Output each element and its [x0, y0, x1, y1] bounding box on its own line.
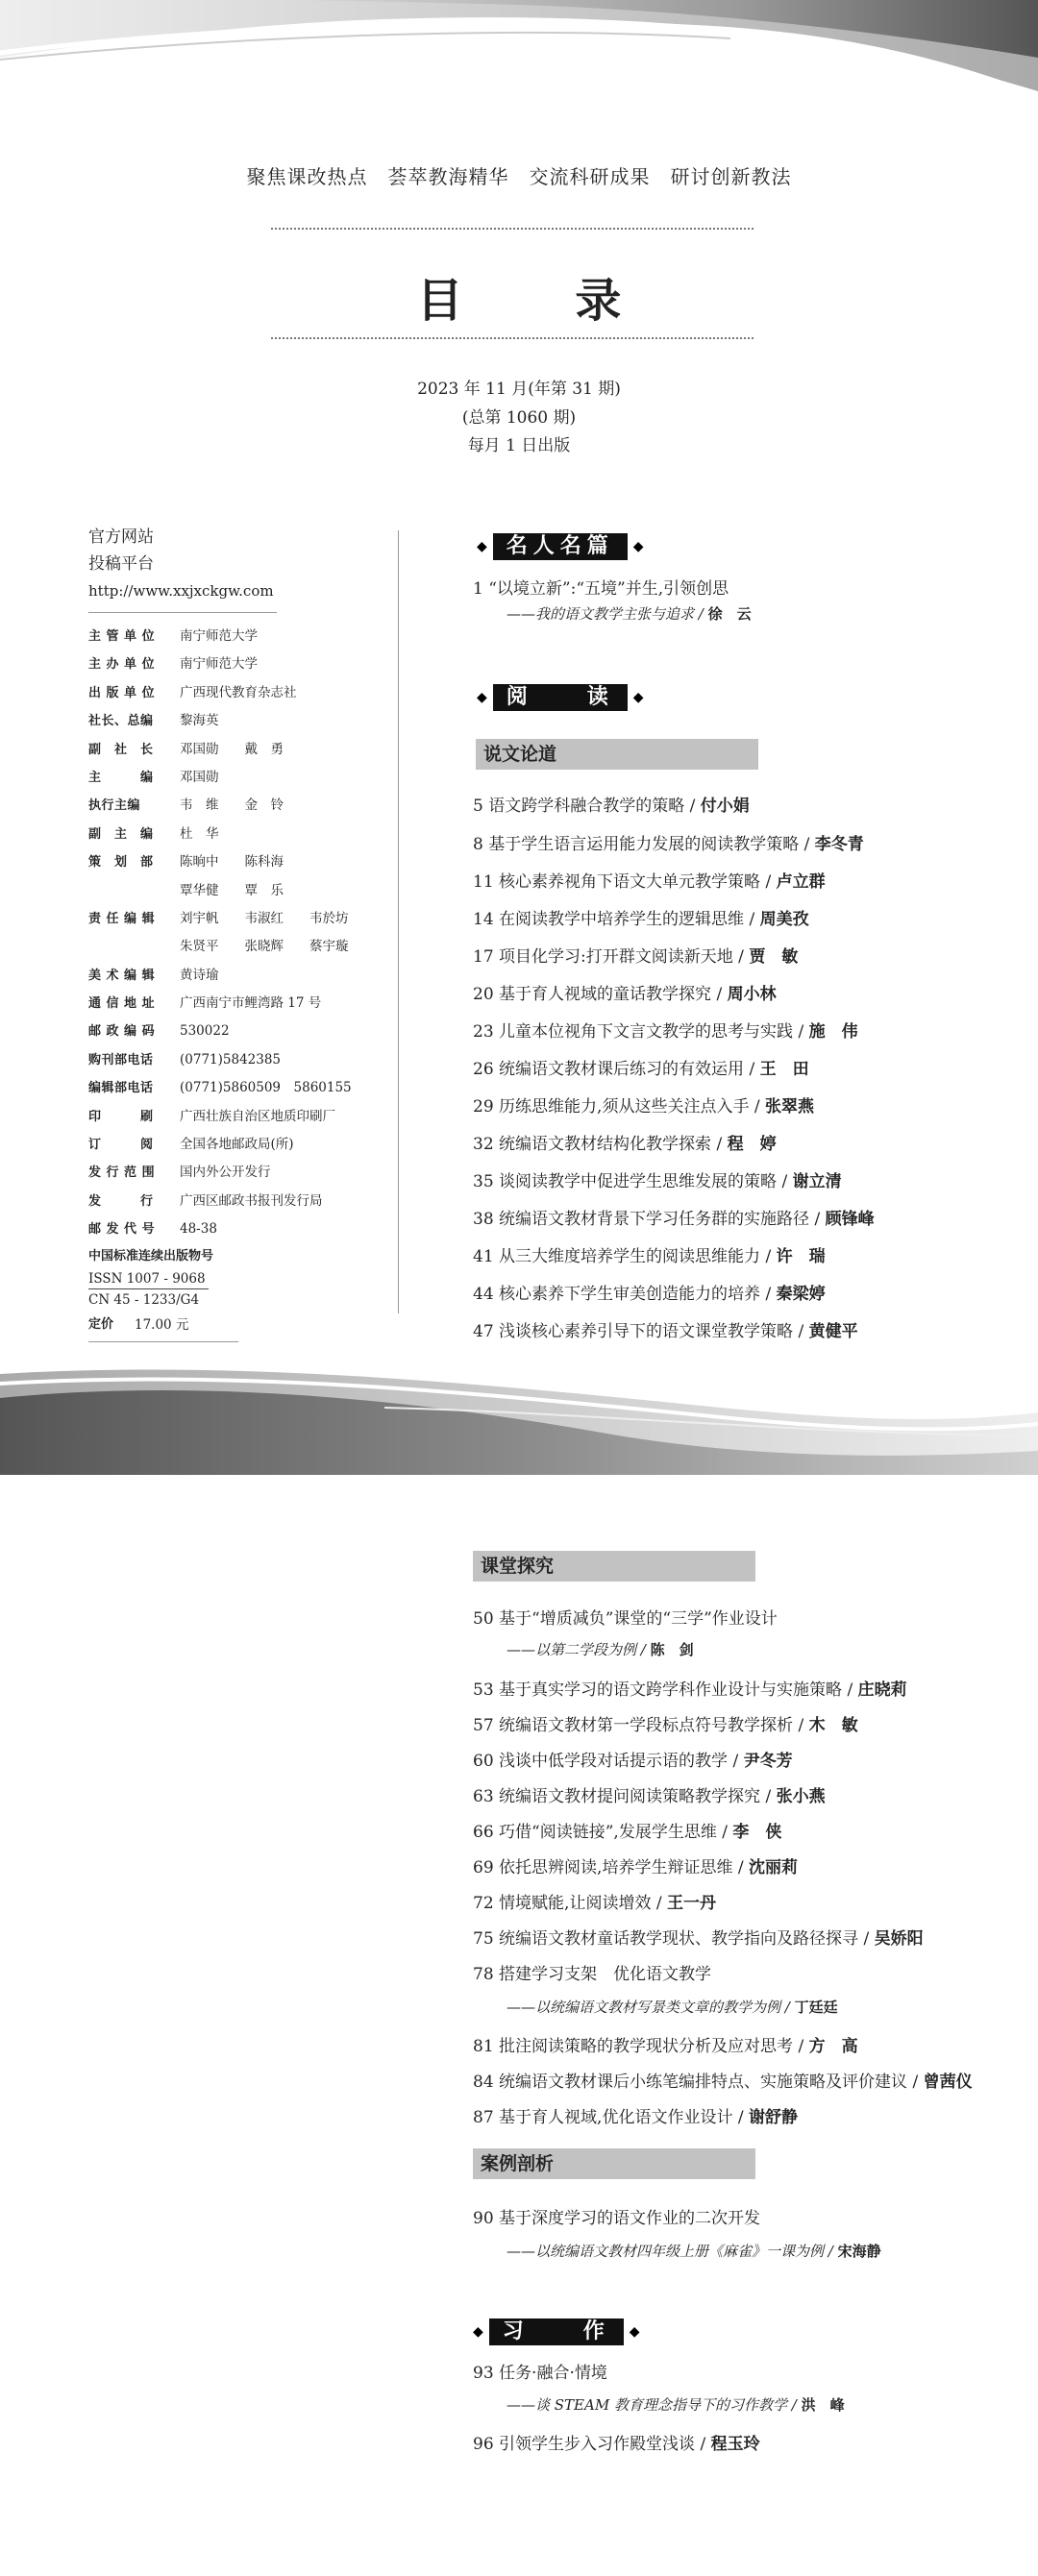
info-value: 广西南宁市鲤湾路 17 号 — [180, 995, 322, 1012]
toc-title: ——以统编语文教材写景类文章的教学为例 / — [507, 1999, 795, 2016]
divider-dotted-top — [271, 228, 754, 230]
toc-author: 吴娇阳 — [874, 1929, 924, 1949]
info-row — [88, 650, 396, 678]
toc-author: 李 侠 — [732, 1823, 782, 1842]
toc-author: 周小林 — [727, 985, 777, 1004]
info-key: 订 阅 — [88, 1138, 154, 1153]
toc-entry — [473, 1317, 858, 1341]
toc-entry — [473, 575, 729, 599]
info-row — [88, 1159, 396, 1187]
price-label: 定价 — [88, 1316, 114, 1332]
section-mingren: ◆ 名人名篇 ◆ — [477, 534, 644, 558]
bottom-wave-decoration — [0, 1355, 1038, 1475]
info-key: 社长、总编 — [88, 714, 154, 729]
section-anli: 案例剖析 — [473, 2148, 755, 2179]
toc-author: 陈 剑 — [650, 1641, 694, 1658]
info-key: 发 行 范 围 — [88, 1165, 156, 1181]
info-key: 邮 发 代 号 — [88, 1222, 156, 1238]
info-value: 陈晌中 陈科海 — [180, 854, 284, 871]
toc-entry — [473, 1747, 793, 1771]
info-row — [88, 821, 396, 848]
toc-entry — [473, 2032, 858, 2056]
info-key: 编辑部电话 — [88, 1081, 154, 1096]
info-row — [88, 990, 396, 1018]
toc-author: 庄晓莉 — [857, 1681, 907, 1700]
toc-author: 许 瑞 — [776, 1247, 826, 1266]
toc-title: 75 统编语文教材童话教学现状、教学指向及路径探寻 / — [473, 1929, 875, 1949]
section-yuedu: ◆ 阅 读 ◆ — [477, 685, 644, 709]
toc-title: 32 统编语文教材结构化教学探索 / — [473, 1135, 728, 1154]
toc-entry — [473, 1960, 711, 1984]
info-row — [88, 1018, 396, 1045]
info-row — [88, 848, 396, 876]
std-serial-title: 中国标准连续出版物号 — [88, 1248, 214, 1263]
issue-frequency: 每月 1 日出版 — [467, 436, 571, 455]
toc-title: 81 批注阅读策略的教学现状分析及应对思考 / — [473, 2037, 809, 2056]
toc-title: 66 巧借“阅读链接”,发展学生思维 / — [473, 1823, 733, 1842]
toc-entry — [473, 2430, 760, 2454]
info-row — [88, 623, 396, 650]
toc-author: 王一丹 — [666, 1894, 716, 1913]
toc-entry — [473, 1130, 777, 1154]
toc-entry — [473, 1280, 826, 1304]
info-divider — [88, 612, 277, 613]
toc-author: 顾锋峰 — [825, 1210, 875, 1229]
toc-title: ——我的语文教学主张与追求 / — [507, 605, 708, 623]
info-value: 广西区邮政书报刊发行局 — [180, 1192, 323, 1209]
toc-title: 69 依托思辨阅读,培养学生辩证思维 / — [473, 1858, 749, 1877]
top-wave-decoration — [0, 0, 1038, 115]
toc-title: ——谈 STEAM 教育理念指导下的习作教学 / — [507, 2396, 802, 2414]
toc-entry — [473, 868, 826, 892]
toc-title: 50 基于“增质减负”课堂的“三学”作业设计 — [473, 1609, 778, 1629]
website-url[interactable]: http://www.xxjxckgw.com — [88, 582, 274, 600]
info-row — [88, 905, 396, 933]
info-value: 530022 — [180, 1023, 230, 1040]
toc-subtitle — [507, 1639, 694, 1659]
info-value: 韦 维 金 铃 — [180, 797, 284, 814]
toc-title: 53 基于真实学习的语文跨学科作业设计与实施策略 / — [473, 1681, 858, 1700]
toc-title: 72 情境赋能,让阅读增效 / — [473, 1894, 667, 1913]
cn-number: CN 45 - 1233/G4 — [88, 1291, 200, 1308]
divider-dotted-bottom — [271, 337, 754, 339]
info-row — [88, 1103, 396, 1131]
info-row — [88, 707, 396, 735]
toc-title: 93 任务·融合·情境 — [473, 2364, 607, 2383]
info-row — [88, 1046, 396, 1074]
info-key — [88, 933, 180, 961]
toc-entry — [473, 1711, 858, 1735]
info-value: 黎海英 — [180, 713, 219, 729]
info-row — [88, 933, 396, 961]
toc-author: 付小娟 — [700, 797, 750, 816]
info-value: 覃华健 覃 乐 — [180, 882, 284, 898]
diamond-icon: ◆ — [632, 690, 644, 705]
toc-title: ——以第二学段为例 / — [507, 1641, 651, 1658]
toc-title: 29 历练思维能力,须从这些关注点入手 / — [473, 1097, 765, 1116]
info-row — [88, 679, 396, 707]
toc-title: 44 核心素养下学生审美创造能力的培养 / — [473, 1285, 777, 1304]
toc-entry — [473, 2068, 973, 2092]
toc-author: 张小燕 — [776, 1787, 826, 1806]
toc-entry — [473, 1889, 716, 1913]
toc-author: 尹冬芳 — [743, 1752, 793, 1771]
info-row — [88, 736, 396, 764]
toc-title: 20 基于育人视域的童话教学探究 / — [473, 985, 728, 1004]
toc-author: 卢立群 — [776, 872, 826, 892]
toc-entry — [473, 2204, 760, 2228]
info-key: 通 信 地 址 — [88, 996, 156, 1012]
toc-author: 贾 敏 — [749, 947, 799, 967]
toc-title: 8 基于学生语言运用能力发展的阅读教学策略 / — [473, 835, 815, 854]
toc-author: 木 敏 — [808, 1716, 858, 1735]
issn: ISSN 1007 - 9068 — [88, 1269, 209, 1289]
info-key: 主 编 — [88, 770, 154, 785]
toc-title: ——以统编语文教材四年级上册《麻雀》一课为例 / — [507, 2243, 838, 2260]
toc-author: 周美孜 — [759, 910, 809, 929]
section-ketang: 课堂探究 — [473, 1551, 755, 1582]
tagline: 聚焦课改热点 荟萃教海精华 交流科研成果 研讨创新教法 — [246, 165, 792, 188]
info-key: 策 划 部 — [88, 855, 154, 871]
info-value: 国内外公开发行 — [180, 1165, 271, 1181]
toc-author: 谢立清 — [792, 1172, 842, 1191]
toc-entry — [473, 1018, 858, 1042]
publication-info — [88, 524, 396, 1352]
toc-title: 35 谈阅读教学中促进学生思维发展的策略 / — [473, 1172, 793, 1191]
section-xizuo: ◆ 习 作 ◆ — [473, 2319, 640, 2343]
toc-entry — [473, 1242, 826, 1266]
toc-author: 秦梁婷 — [776, 1285, 826, 1304]
toc-entry — [473, 1925, 924, 1949]
toc-title: 38 统编语文教材背景下学习任务群的实施路径 / — [473, 1210, 826, 1229]
toc-entry — [473, 905, 809, 929]
toc-entry — [473, 1167, 842, 1191]
toc-author: 谢舒静 — [748, 2108, 798, 2127]
info-value: 广西现代教育杂志社 — [180, 684, 297, 700]
info-value: 邓国勋 — [180, 769, 219, 785]
toc-title: 5 语文跨学科融合教学的策略 / — [473, 797, 701, 816]
toc-entry — [473, 1853, 798, 1877]
toc-title: 1 “以境立新”:“五境”并生,引领创思 — [473, 579, 729, 599]
price-divider — [88, 1341, 238, 1342]
toc-title: 96 引领学生步入习作殿堂浅谈 / — [473, 2435, 711, 2454]
info-row — [88, 962, 396, 990]
diamond-icon: ◆ — [477, 539, 487, 554]
toc-title: 26 统编语文教材课后练习的有效运用 / — [473, 1060, 760, 1079]
info-value: (0771)5842385 — [180, 1051, 282, 1067]
section-shuowen: 说文论道 — [476, 739, 758, 770]
info-value: 邓国勋 戴 勇 — [180, 741, 284, 757]
info-key: 邮 政 编 码 — [88, 1024, 156, 1040]
info-row — [88, 792, 396, 820]
toc-entry — [473, 980, 777, 1004]
info-value: 朱贤平 张晓辉 蔡宇璇 — [180, 939, 349, 955]
info-key: 发 行 — [88, 1193, 154, 1209]
issue-date: 2023 年 11 月(年第 31 期) — [417, 380, 621, 399]
toc-author: 王 田 — [759, 1060, 809, 1079]
info-key: 印 刷 — [88, 1109, 154, 1124]
toc-entry — [473, 1092, 814, 1116]
toc-title: 63 统编语文教材提问阅读策略教学探究 / — [473, 1787, 777, 1806]
toc-entry — [473, 2103, 798, 2127]
toc-entry — [473, 1605, 778, 1629]
toc-title: 14 在阅读教学中培养学生的逻辑思维 / — [473, 910, 760, 929]
toc-author: 黄健平 — [808, 1322, 858, 1341]
info-row — [88, 877, 396, 905]
toc-title: 57 统编语文教材第一学段标点符号教学探析 / — [473, 1716, 809, 1735]
page-title: 目 录 — [416, 274, 670, 328]
info-key: 主 办 单 位 — [88, 657, 156, 673]
info-value: 南宁师范大学 — [180, 656, 258, 673]
info-key — [88, 877, 180, 905]
toc-entry — [473, 1676, 907, 1700]
info-value: 黄诗瑜 — [180, 967, 219, 983]
diamond-icon: ◆ — [629, 2324, 640, 2340]
toc-author: 程玉玲 — [710, 2435, 760, 2454]
info-value: 南宁师范大学 — [180, 628, 258, 644]
toc-entry — [473, 1205, 875, 1229]
diamond-icon: ◆ — [473, 2324, 483, 2340]
toc-title: 90 基于深度学习的语文作业的二次开发 — [473, 2209, 761, 2228]
price-value: 17.00 元 — [135, 1316, 189, 1333]
toc-subtitle — [507, 2394, 845, 2415]
toc-author: 张翠燕 — [764, 1097, 814, 1116]
info-row — [88, 1188, 396, 1215]
toc-entry — [473, 1055, 809, 1079]
info-value: (0771)5860509 5860155 — [180, 1080, 352, 1096]
toc-author: 施 伟 — [808, 1022, 858, 1042]
info-list — [88, 623, 396, 1244]
toc-title: 11 核心素养视角下语文大单元教学策略 / — [473, 872, 777, 892]
info-row — [88, 764, 396, 792]
info-value: 48-38 — [180, 1221, 217, 1238]
toc-title: 23 儿童本位视角下文言文教学的思考与实践 / — [473, 1022, 809, 1042]
toc-title: 78 搭建学习支架 优化语文教学 — [473, 1965, 712, 1984]
info-key: 副 社 长 — [88, 742, 154, 757]
info-value: 刘宇帆 韦淑红 韦於坊 — [180, 910, 349, 926]
info-key: 责 任 编 辑 — [88, 911, 156, 926]
toc-subtitle — [507, 2241, 881, 2261]
official-site-label: 官方网站 — [88, 527, 154, 547]
info-key: 执行主编 — [88, 798, 141, 814]
toc-title: 60 浅谈中低学段对话提示语的教学 / — [473, 1752, 744, 1771]
toc-title: 47 浅谈核心素养引导下的语文课堂教学策略 / — [473, 1322, 809, 1341]
diamond-icon: ◆ — [477, 690, 487, 705]
toc-author: 李冬青 — [814, 835, 864, 854]
toc-author: 沈丽莉 — [748, 1858, 798, 1877]
toc-title: 41 从三大维度培养学生的阅读思维能力 / — [473, 1247, 777, 1266]
info-key: 购刊部电话 — [88, 1052, 154, 1067]
toc-author: 徐 云 — [707, 605, 752, 623]
toc-author: 程 婷 — [727, 1135, 777, 1154]
issue-total: (总第 1060 期) — [461, 408, 577, 428]
toc-entry — [473, 1818, 781, 1842]
toc-author: 洪 峰 — [801, 2396, 845, 2414]
column-divider — [398, 530, 399, 1313]
toc-author: 丁廷廷 — [794, 1999, 838, 2016]
info-value: 全国各地邮政局(所) — [180, 1137, 294, 1153]
toc-title: 84 统编语文教材课后小练笔编排特点、实施策略及评价建议 / — [473, 2073, 924, 2092]
toc-entry — [473, 2359, 607, 2383]
toc-entry — [473, 943, 798, 967]
info-key: 副 主 编 — [88, 826, 154, 842]
toc-subtitle — [507, 1997, 838, 2017]
toc-author: 曾茜仪 — [923, 2073, 973, 2092]
toc-title: 17 项目化学习:打开群文阅读新天地 / — [473, 947, 750, 967]
info-row — [88, 1215, 396, 1243]
diamond-icon: ◆ — [632, 539, 644, 554]
info-key: 美 术 编 辑 — [88, 968, 156, 983]
submit-platform-label: 投稿平台 — [88, 554, 154, 574]
info-value: 广西壮族自治区地质印刷厂 — [180, 1108, 335, 1124]
toc-author: 宋海静 — [837, 2243, 881, 2260]
info-row — [88, 1131, 396, 1159]
toc-subtitle — [507, 603, 752, 624]
info-key: 出 版 单 位 — [88, 685, 156, 700]
toc-title: 87 基于育人视域,优化语文作业设计 / — [473, 2108, 749, 2127]
info-value: 杜 华 — [180, 825, 219, 842]
toc-entry — [473, 830, 864, 854]
toc-entry — [473, 1782, 826, 1806]
info-key: 主 管 单 位 — [88, 629, 156, 644]
info-row — [88, 1074, 396, 1102]
toc-author: 方 高 — [808, 2037, 858, 2056]
toc-entry — [473, 792, 750, 816]
